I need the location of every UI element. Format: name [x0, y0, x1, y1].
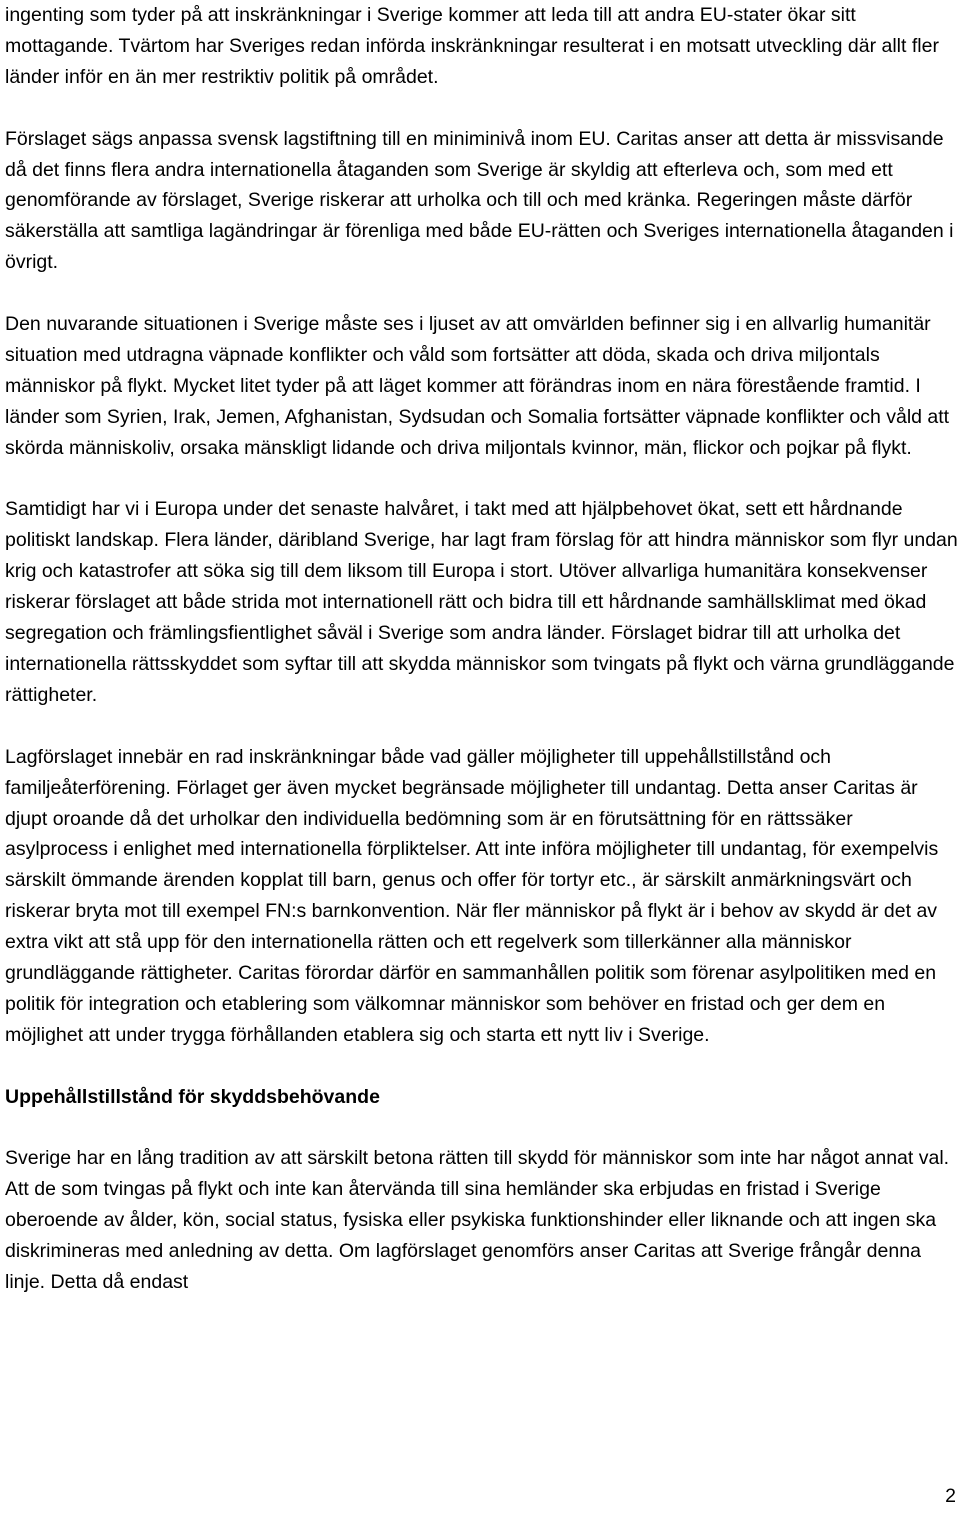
paragraph-minimum-level: [5, 124, 960, 279]
sentence: Förslaget bidrar till att urholka det internationella rättsskyddet som syftar till att skydda människor som tvingats på flykt och värna grundläggande rättigheter.: [5, 622, 955, 706]
sentence: Flera länder, däribland Sverige, har lagt fram förslag för att hindra människor som flyr undan krig och katastrofer att söka sig till dem liksom till Europa i stort.: [5, 529, 958, 583]
sentence: Caritas anser att detta är missvisande då det finns flera andra internationella åtaganden som Sverige är skyldig att efterleva och, som med ett genomförande av förslaget, Sverige riskerar att urholka och till och med kränka.: [5, 127, 944, 212]
sentence: Att de som tvingas på flykt och inte kan återvända till sina hemländer ska erbjudas en fristad i Sverige oberoende av ålder, kön, social status, fysiska eller psykiska funktionshinder eller liknande och att ingen ska diskrimineras med anledning av detta.: [5, 1178, 937, 1263]
sentence: Samtidigt har vi i Europa under det senaste halvåret, i takt med att hjälpbehovet ökat, sett ett hårdnande politiskt landskap.: [5, 498, 903, 552]
sentence: Detta anser Caritas är djupt oroande då det urholkar den individuella bedömning som är en förutsättning för en rättssäker asylprocess i enlighet med internationella förpliktelser.: [5, 776, 918, 861]
sentence: Förslaget sägs anpassa svensk lagstiftning till en miniminivå inom EU.: [5, 127, 611, 150]
paragraph-humanitarian-situation: [5, 309, 960, 464]
sentence: Lagförslaget innebär en rad inskränkningar både vad gäller möjligheter till uppehållstillstånd och familjeåterförening.: [5, 745, 832, 799]
sentence: ingenting som tyder på att inskränkningar i Sverige kommer att leda till att andra EU-stater ökar sitt mottagande. Tvärtom har Sveriges redan införda inskränkningar resulterat i en motsatt utveckling där allt fler länder inför en än mer restriktiv politik på området.: [5, 4, 939, 88]
sentence: När fler människor på flykt är i behov av skydd är det av extra vikt att stå upp för den internationella rätten och ett regelverk som tillerkänner alla människor grundläggande rättigheter.: [5, 900, 938, 985]
paragraph-swedish-tradition: [5, 1143, 960, 1298]
sentence: Sverige har en lång tradition av att särskilt betona rätten till skydd för människor som inte har något annat val.: [5, 1147, 950, 1170]
sentence: Caritas förordar därför en sammanhållen politik som förenar asylpolitiken med en politik för integration och etablering som välkomnar människor som behöver en fristad och ger dem en möjlighet att under trygga förhållanden etablera sig och starta ett nytt liv i Sverige.: [5, 962, 937, 1046]
sentence: Detta då endast: [50, 1271, 189, 1294]
sentence: I länder som Syrien, Irak, Jemen, Afghanistan, Sydsudan och Somalia fortsätter väpnade konflikter och våld att skörda människoliv, orsaka mänskligt lidande och driva miljontals kvinnor, män, flickor och pojkar på flykt.: [5, 374, 950, 459]
sentence: Den nuvarande situationen i Sverige måste ses i ljuset av att omvärlden befinner sig i en allvarlig humanitär situation med utdragna väpnade konflikter och våld som fortsätter att döda, skada och driva miljontals människor på flykt.: [5, 313, 931, 397]
sentence: Mycket litet tyder på att läget kommer att förändras inom en nära förestående framtid.: [172, 374, 910, 397]
sentence: Att inte införa möjligheter till undantag, för exempelvis särskilt ömmande ärenden kopplat till barn, genus och offer för tortyr etc., är särskilt anmärkningsvärt och riskerar bryta mot till exempel FN:s barnkonvention.: [5, 838, 939, 923]
sentence: Om lagförslaget genomförs anser Caritas att Sverige frångår denna linje.: [5, 1240, 921, 1294]
document-body: [5, 0, 960, 1329]
sentence: Förlaget ger även mycket begränsade möjligheter till undantag.: [176, 776, 722, 799]
paragraph-restrictive-policy: [5, 0, 960, 93]
paragraph-europe-landscape: [5, 494, 960, 710]
page-number: 2: [945, 1485, 956, 1507]
section-heading: Uppehållstillstånd för skyddsbehövande: [5, 1085, 380, 1108]
paragraph-law-proposal: [5, 742, 960, 1051]
sentence: Regeringen måste därför säkerställa att samtliga lagändringar är förenliga med både EU-rätten och Sveriges internationella åtaganden i övrigt.: [5, 189, 954, 274]
sentence: Utöver allvarliga humanitära konsekvenser riskerar förslaget att både strida mot internationell rätt och bidra till ett hårdnande samhällsklimat med ökad segregation och främlingsfientlighet såväl i Sverige som andra länder.: [5, 560, 928, 645]
